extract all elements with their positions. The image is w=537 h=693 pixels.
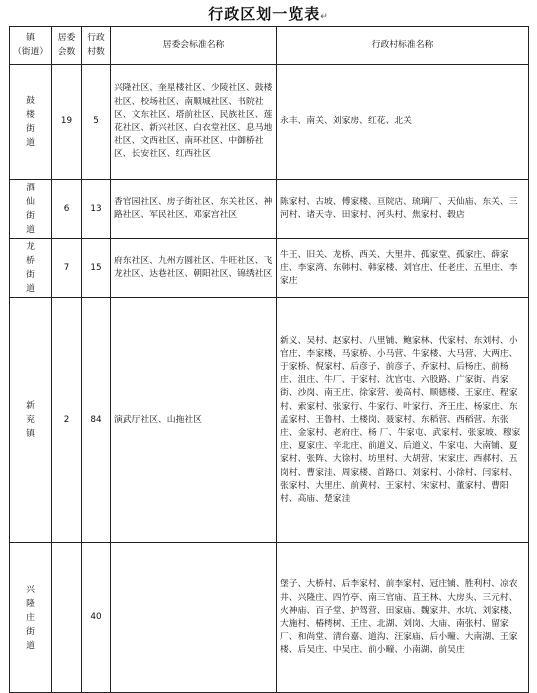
village-names-cell: 永丰、南关、刘家房、红花、北关 xyxy=(277,65,529,180)
village-names-cell: 陈家村、古坡、傅家楼、亘院店、琉璃厂、天仙庙、东关、三河村、诸天寺、田家村、河头村、焦家村、毂店 xyxy=(277,180,529,239)
town-cell: 龙桥街道 xyxy=(10,239,52,298)
town-cell: 酒仙街道 xyxy=(10,180,52,239)
residential-count-cell: 19 xyxy=(52,65,82,180)
village-count-cell: 84 xyxy=(82,298,111,543)
village-count-cell: 40 xyxy=(82,543,111,693)
header-village-names: 行政村标准名称 xyxy=(277,27,529,65)
header-village-count: 行政村数 xyxy=(82,27,111,65)
page-title: 行政区划一览表↵ xyxy=(208,5,329,23)
residential-count-cell: 2 xyxy=(52,298,82,543)
table-row xyxy=(10,65,529,180)
residential-names-cell: 香官园社区、房子街社区、东关社区、神路社区、军民社区、邓家宫社区 xyxy=(111,180,277,239)
town-cell: 新兖镇 xyxy=(10,298,52,543)
table-row xyxy=(10,180,529,239)
table-row xyxy=(10,543,529,693)
header-residential-names: 居委会标准名称 xyxy=(111,27,277,65)
header-town: 镇 （街道） xyxy=(10,27,52,65)
town-cell: 鼓楼街道 xyxy=(10,65,52,180)
table-header-row xyxy=(10,27,529,65)
town-cell: 兴隆庄街道 xyxy=(10,543,52,693)
residential-names-cell: 演武厅社区、山拖社区 xyxy=(111,298,277,543)
village-count-cell: 5 xyxy=(82,65,111,180)
residential-count-cell: 7 xyxy=(52,239,82,298)
village-names-cell: 牛王、旧关、龙桥、西关、大里井、孤家堂、孤家庄、薛家庄、李家湾、东韩村、韩家楼、刘官庄、任老庄、五里庄、李家庄 xyxy=(277,239,529,298)
residential-count-cell: 6 xyxy=(52,180,82,239)
residential-names-cell: 兴隆社区、奎星楼社区、少陵社区、鼓楼社区、校场社区、南顺城社区、书院社区、文东社区、塔前社区、民族社区、莲花社区、新兴社区、白衣堂社区、息马地社区、文西社区、南环社区、中御桥社区、长安社区、红西社区 xyxy=(111,65,277,180)
admin-division-table xyxy=(9,26,529,693)
residential-names-cell: 府东社区、九州方圆社区、牛旺社区、飞龙社区、达巷社区、朝阳社区、锦绣社区 xyxy=(111,239,277,298)
table-row xyxy=(10,298,529,543)
village-count-cell: 15 xyxy=(82,239,111,298)
village-count-cell: 13 xyxy=(82,180,111,239)
residential-count-cell xyxy=(52,543,82,693)
residential-names-cell xyxy=(111,543,277,693)
table-row xyxy=(10,239,529,298)
village-names-cell: 堡子、大桥村、后李家村、前李家村、冠庄铺、胜利村、凉农井、兴隆庄、四竹亭、南三官庙、苴王林、大房头、三元村、火神庙、百子堂、护驾营、田家庙、魏家井、水坑、刘家楼、大施村、椿樗树、王庄、北湖、刘岗、大庙、南张村、留家厂、和尚堂、清台嘉、道沟、汪家庙、后小疃、大南湖、王家楼、后吴庄、中吴庄、前小疃、小南湖、前吴庄 xyxy=(277,543,529,693)
village-names-cell: 新义、吴村、赵家村、八里铺、鲍家林、代家村、东刘村、小官庄、李家楼、马家桥、小马营、牛家楼、大马营、大两庄、于家桥、倪家村、后彦子、前彦子、乔家村、后杨庄、前杨庄、沮庄、牛厂、于家村、沈官屯、六股路、广家街、肖家街、沙岗、南王庄、徐家营、姜高村、顺德楼、王家庄、程家村、索家村、张家行、牛家行、叶家行、齐王庄、杨家庄、东孟家村、王鲁村、土楼岗、聂家村、东稻营、西稻营、东张庄、金家村、老府庄、杨 厂、牛家屯、武家村、张家坡、穆家庄、夏家庄、辛北庄、前道义、后道义、牛家屯、大南铺、夏家村、张阵、大徐村、坊里村、大胡营、宋家庄、西郝村、五岗村、曹家洼、周家楼、首路口、刘家村、小徐村、闫家村、张家村、大里庄、前黄村、王家村、宋家村、董家村、曹阳村、高庙、楚家洼 xyxy=(277,298,529,543)
header-residential-count: 居委会数 xyxy=(52,27,82,65)
